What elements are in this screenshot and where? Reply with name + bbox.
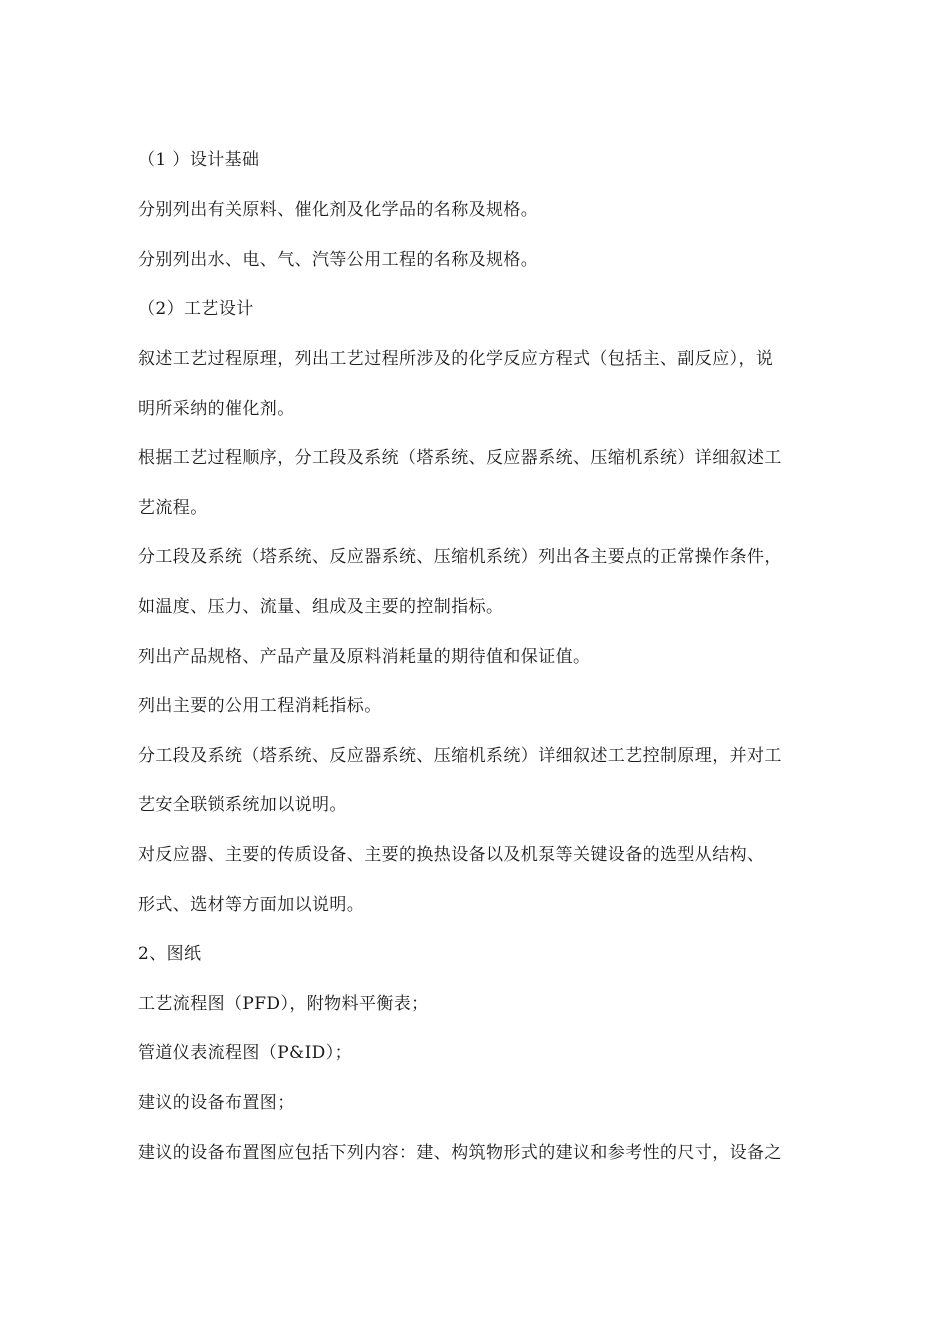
section-heading-drawings: 2、图纸 <box>138 944 202 964</box>
paragraph-line: 工艺流程图（PFD），附物料平衡表； <box>138 994 429 1014</box>
paragraph-line: 形式、选材等方面加以说明。 <box>138 895 365 915</box>
paragraph-line: 建议的设备布置图应包括下列内容：建、构筑物形式的建议和参考性的尺寸，设备之 <box>138 1143 782 1163</box>
paragraph-line: 列出产品规格、产品产量及原料消耗量的期待值和保证值。 <box>138 647 591 667</box>
paragraph-line: 叙述工艺过程原理，列出工艺过程所涉及的化学反应方程式（包括主、副反应），说 <box>138 349 774 369</box>
paragraph-line: 建议的设备布置图； <box>138 1093 295 1113</box>
paragraph-line: 艺流程。 <box>138 498 208 518</box>
paragraph-line: 根据工艺过程顺序，分工段及系统（塔系统、反应器系统、压缩机系统）详细叙述工 <box>138 448 782 468</box>
paragraph-line: 管道仪表流程图（P&ID）； <box>138 1043 353 1063</box>
paragraph-line: 列出主要的公用工程消耗指标。 <box>138 696 382 716</box>
paragraph-line: 分工段及系统（塔系统、反应器系统、压缩机系统）详细叙述工艺控制原理，并对工 <box>138 746 782 766</box>
paragraph-line: 艺安全联锁系统加以说明。 <box>138 795 347 815</box>
section-heading-process-design: （2）工艺设计 <box>138 299 254 319</box>
paragraph-line: 分别列出有关原料、催化剂及化学品的名称及规格。 <box>138 200 539 220</box>
paragraph-line: 对反应器、主要的传质设备、主要的换热设备以及机泵等关键设备的选型从结构、 <box>138 845 765 865</box>
paragraph-line: 分工段及系统（塔系统、反应器系统、压缩机系统）列出各主要点的正常操作条件， <box>138 547 782 567</box>
paragraph-line: 明所采纳的催化剂。 <box>138 399 295 419</box>
paragraph-line: 如温度、压力、流量、组成及主要的控制指标。 <box>138 597 504 617</box>
paragraph-line: 分别列出水、电、气、汽等公用工程的名称及规格。 <box>138 250 539 270</box>
section-heading-design-basis: （1 ）设计基础 <box>138 150 260 170</box>
